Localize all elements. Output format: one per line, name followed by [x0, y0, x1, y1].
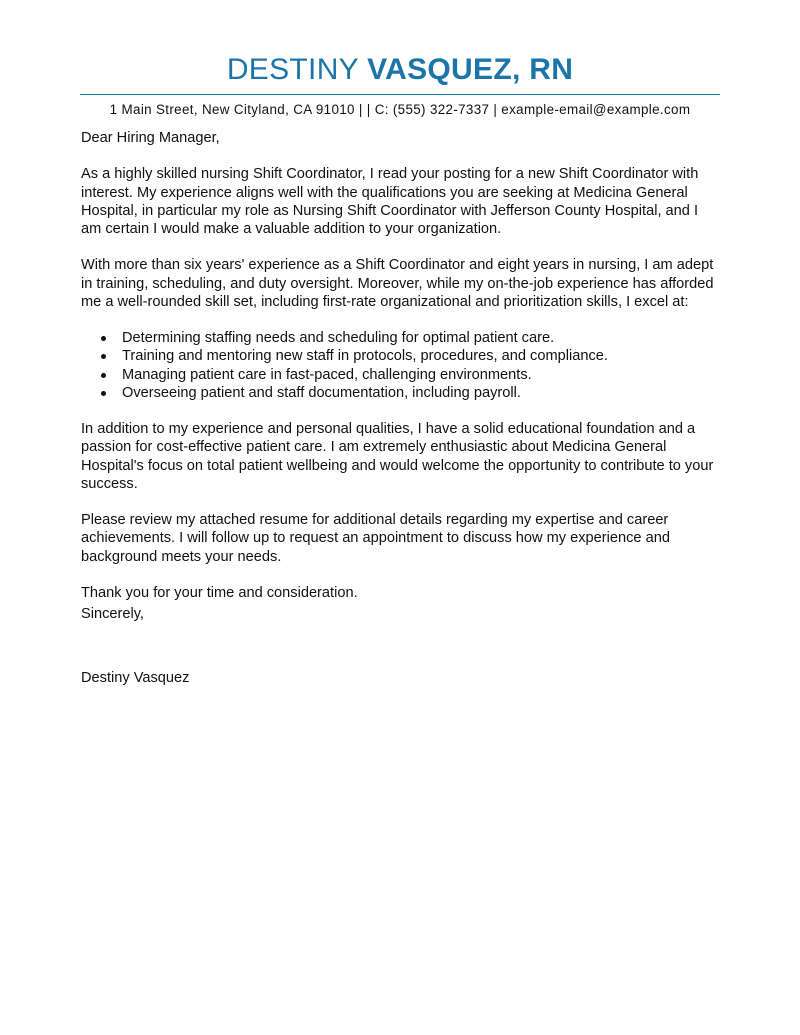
- bullet-icon: [101, 391, 106, 396]
- list-item: [81, 384, 721, 402]
- list-item: [81, 329, 721, 347]
- list-item-text: Training and mentoring new staff in protocols, procedures, and compliance.: [122, 348, 608, 365]
- list-item: [81, 347, 721, 365]
- list-item-text: Overseeing patient and staff documentation, including payroll.: [122, 384, 521, 401]
- salutation: Dear Hiring Manager,: [81, 130, 220, 146]
- paragraph-4: Please review my attached resume for additional details regarding my expertise and career achievements. I will follow up to request an appointment to discuss how my experience and background meets your needs.: [81, 512, 670, 565]
- bullet-icon: [101, 336, 106, 341]
- letter-body: [81, 129, 721, 688]
- header-divider: [80, 94, 720, 95]
- first-name: DESTINY: [226, 53, 359, 86]
- contact-line: 1 Main Street, New Cityland, CA 91010 | | C: (555) 322-7337 | example-email@example.com: [109, 102, 691, 117]
- bullet-icon: [101, 354, 106, 359]
- list-item-text: Determining staffing needs and scheduling for optimal patient care.: [122, 330, 555, 347]
- skills-list: [81, 329, 721, 402]
- list-item-text: Managing patient care in fast-paced, challenging environments.: [122, 366, 532, 383]
- paragraph-3: In addition to my experience and personal qualities, I have a solid educational foundation and a passion for cost-effective patient care. I am extremely enthusiastic about Medicina General Hospital's focus on total patient wellbeing and would welcome the opportunity to contribute to your success.: [81, 421, 714, 492]
- sign-off: Sincerely,: [81, 606, 144, 623]
- list-item: [81, 366, 721, 384]
- paragraph-2: With more than six years' experience as a Shift Coordinator and eight years in nursing, I am adept in training, scheduling, and duty oversight. Moreover, while my on-the-job experience has afforded me a well-rounded skill set, including first-rate organizational and prioritization skills, I excel at:: [81, 257, 714, 310]
- letter-header-name: [80, 52, 720, 88]
- last-name: VASQUEZ, RN: [367, 53, 574, 86]
- thanks-line: Thank you for your time and consideration.: [81, 584, 358, 601]
- bullet-icon: [101, 373, 106, 378]
- signature-name: Destiny Vasquez: [81, 670, 190, 687]
- paragraph-1: As a highly skilled nursing Shift Coordinator, I read your posting for a new Shift Coordinator with interest. My experience aligns well with the qualifications you are seeking at Medicina General Hospital, in particular my role as Nursing Shift Coordinator with Jefferson County Hospital, and I am certain I would make a valuable addition to your organization.: [81, 166, 699, 237]
